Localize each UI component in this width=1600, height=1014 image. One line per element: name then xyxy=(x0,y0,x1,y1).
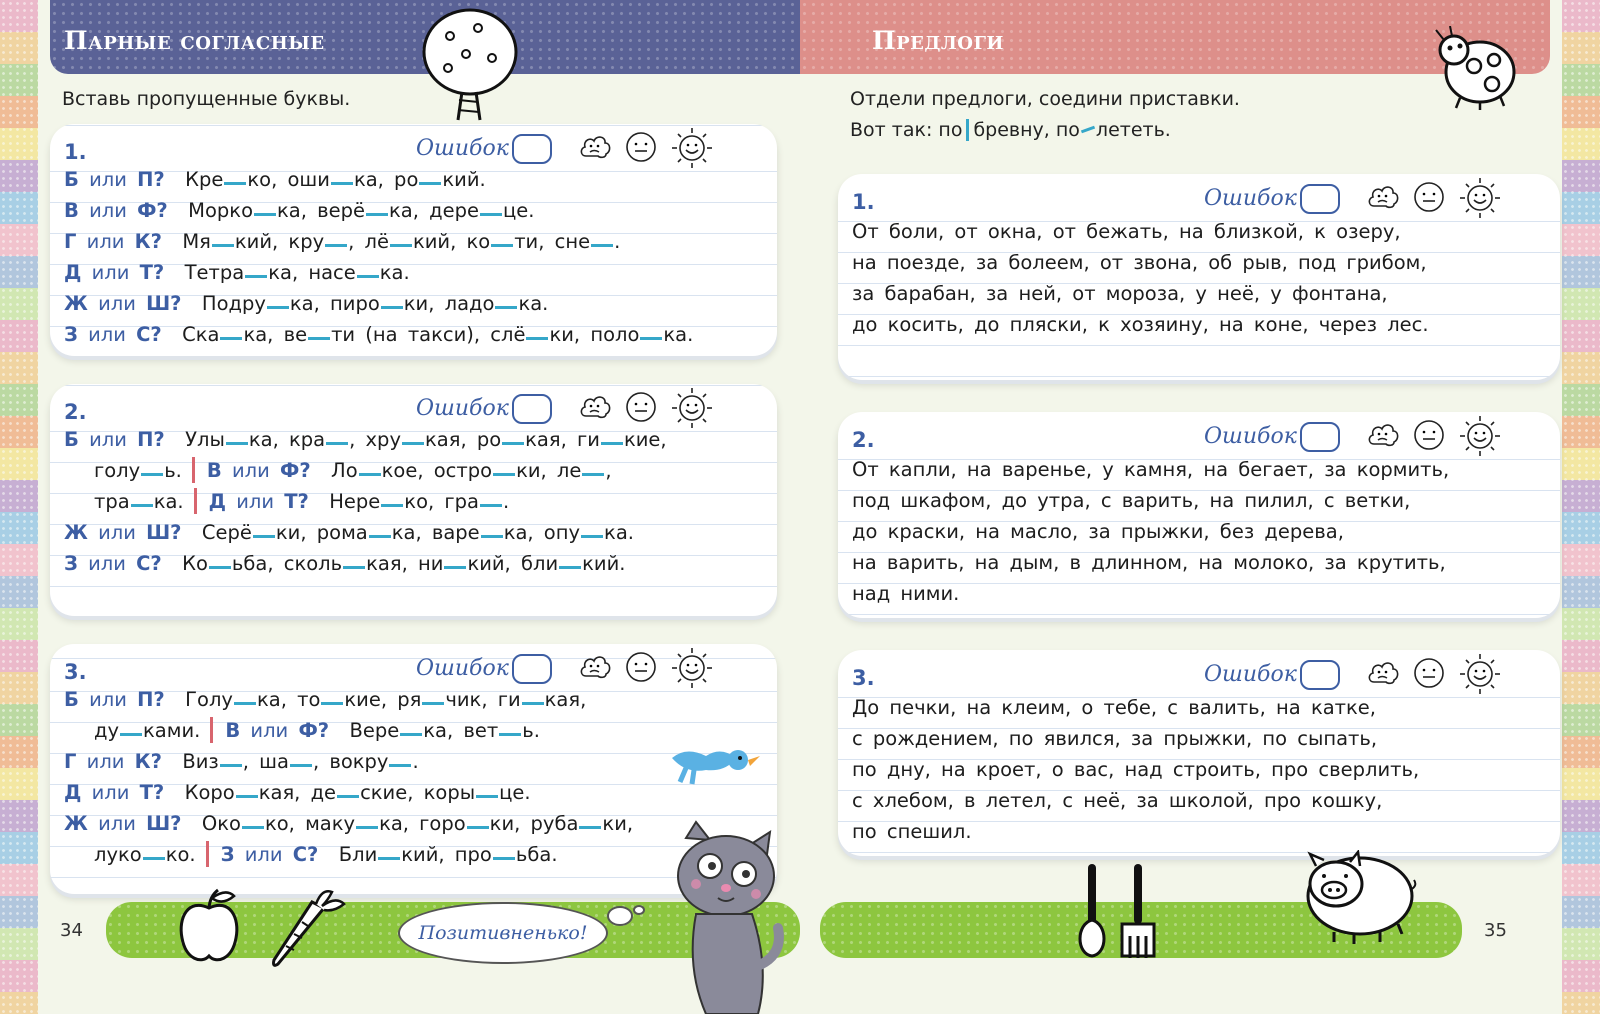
exercise-line: Д или Т? Тетра ка, насе ка. xyxy=(64,261,410,284)
blank-gap[interactable] xyxy=(402,442,424,445)
blank-gap[interactable] xyxy=(481,535,503,538)
cloud-face-icon xyxy=(1366,656,1400,690)
exercise-line: ду ками. В или Ф? Вере ка, вет ь. xyxy=(94,719,540,742)
errors-count-box[interactable] xyxy=(512,654,552,684)
blank-gap[interactable] xyxy=(390,244,412,247)
task-lines xyxy=(64,424,763,579)
blank-gap[interactable] xyxy=(476,795,498,798)
page-number: 35 xyxy=(1484,920,1507,941)
page-title: Парные согласные xyxy=(64,26,325,55)
exercise-line: луко ко. З или С? Бли кий, про ьба. xyxy=(94,843,558,866)
blank-gap[interactable] xyxy=(359,473,381,476)
neutral-face-icon xyxy=(1412,418,1446,452)
exercise-line: на поезде, за болеем, от звона, об рыв, под грибом, xyxy=(852,251,1427,274)
page-number: 34 xyxy=(60,920,83,941)
task-lines xyxy=(64,684,763,870)
fork-spoon-doodle-icon xyxy=(1072,864,1176,968)
exercise-line: по дну, на кроет, о вас, над строить, про сверлить, xyxy=(852,758,1420,781)
exercise-line: От боли, от окна, от бежать, на близкой, к озеру, xyxy=(852,220,1401,243)
task-card-2 xyxy=(838,412,1560,618)
blank-gap[interactable] xyxy=(290,764,312,767)
blank-gap[interactable] xyxy=(220,337,242,340)
blank-gap[interactable] xyxy=(369,535,391,538)
blank-gap[interactable] xyxy=(209,566,231,569)
exercise-line: за барабан, за ней, от мороза, у неё, у фонтана, xyxy=(852,282,1388,305)
errors-label: Ошибок xyxy=(416,136,509,161)
exercise-line: Д или Т? Коро кая, де ские, коры це. xyxy=(64,781,531,804)
blank-gap[interactable] xyxy=(579,826,601,829)
errors-count-box[interactable] xyxy=(1300,660,1340,690)
exercise-line: с хлебом, в летел, с неё, за школой, про кошку, xyxy=(852,789,1383,812)
errors-label: Ошибок xyxy=(1204,186,1297,211)
sun-smile-icon xyxy=(1458,652,1502,696)
blank-gap[interactable] xyxy=(582,473,604,476)
blank-gap[interactable] xyxy=(120,733,142,736)
blank-gap[interactable] xyxy=(356,826,378,829)
pig-doodle-icon xyxy=(1294,850,1420,946)
exercise-line: Б или П? Кре ко, оши ка, ро кий. xyxy=(64,168,486,191)
sun-smile-icon xyxy=(1458,176,1502,220)
thought-bubble-dots-icon xyxy=(606,902,646,928)
blank-gap[interactable] xyxy=(267,306,289,309)
blank-gap[interactable] xyxy=(143,857,165,860)
exercise-line: на варить, на дым, в длинном, на молоко, за крутить, xyxy=(852,551,1446,574)
errors-label: Ошибок xyxy=(1204,424,1297,449)
exercise-line: В или Ф? Морко ка, верё ка, дере це. xyxy=(64,199,535,222)
separator-bar xyxy=(194,488,197,514)
task-number: 3. xyxy=(64,660,87,684)
exercise-line: голу ь. В или Ф? Ло кое, остро ки, ле , xyxy=(94,459,612,482)
separator-bar xyxy=(210,717,213,743)
blank-gap[interactable] xyxy=(491,244,513,247)
separator-bar xyxy=(192,457,195,483)
left-decorative-stripes xyxy=(0,0,38,1014)
task-number: 1. xyxy=(64,140,87,164)
exercise-line: От капли, на варенье, у камня, на бегает, за кормить, xyxy=(852,458,1450,481)
exercise-line: под шкафом, до утра, с варить, на пилил, с ветки, xyxy=(852,489,1411,512)
exercise-line: Ж или Ш? Серё ки, рома ка, варе ка, опу ка. xyxy=(64,521,634,544)
blank-gap[interactable] xyxy=(422,702,444,705)
bird-doodle-icon xyxy=(666,742,762,786)
task-number: 1. xyxy=(852,190,875,214)
blank-gap[interactable] xyxy=(601,442,623,445)
blank-gap[interactable] xyxy=(389,764,411,767)
errors-label: Ошибок xyxy=(416,396,509,421)
task-number: 3. xyxy=(852,666,875,690)
blank-gap[interactable] xyxy=(495,306,517,309)
task-card-1 xyxy=(50,124,777,356)
instruction-text: Вставь пропущенные буквы. xyxy=(62,88,351,110)
exercise-line: Б или П? Голу ка, то кие, ря чик, ги кая, xyxy=(64,688,587,711)
join-mark xyxy=(1081,126,1095,134)
page-title: Предлоги xyxy=(872,26,1004,55)
errors-label: Ошибок xyxy=(1204,662,1297,687)
errors-count-box[interactable] xyxy=(1300,184,1340,214)
blank-gap[interactable] xyxy=(493,473,515,476)
blank-gap[interactable] xyxy=(480,213,502,216)
neutral-face-icon xyxy=(1412,180,1446,214)
cloud-face-icon xyxy=(578,390,612,424)
blank-gap[interactable] xyxy=(559,566,581,569)
errors-count-box[interactable] xyxy=(1300,422,1340,452)
exercise-line: Г или К? Виз , ша , вокру . xyxy=(64,750,419,773)
blank-gap[interactable] xyxy=(131,504,153,507)
blank-gap[interactable] xyxy=(321,702,343,705)
blank-gap[interactable] xyxy=(591,244,613,247)
exercise-line: тра ка. Д или Т? Нере ко, гра . xyxy=(94,490,510,513)
neutral-face-icon xyxy=(624,130,658,164)
blank-gap[interactable] xyxy=(253,535,275,538)
blank-gap[interactable] xyxy=(526,337,548,340)
example-line: Вот так: по бревну, по лететь. xyxy=(850,119,1171,141)
exercise-line: над ними. xyxy=(852,582,960,605)
task-number: 2. xyxy=(64,400,87,424)
blank-gap[interactable] xyxy=(444,566,466,569)
carrot-doodle-icon xyxy=(266,886,348,970)
blank-gap[interactable] xyxy=(493,857,515,860)
ladybug-doodle-icon xyxy=(1430,26,1522,110)
task-card-3 xyxy=(838,650,1560,856)
blank-gap[interactable] xyxy=(357,275,379,278)
exercise-line: Ж или Ш? Око ко, маку ка, горо ки, руба ки, xyxy=(64,812,634,835)
blank-gap[interactable] xyxy=(254,213,276,216)
cloud-face-icon xyxy=(578,130,612,164)
blank-gap[interactable] xyxy=(308,337,330,340)
task-lines xyxy=(852,216,1546,340)
tree-doodle-icon xyxy=(418,6,523,124)
exercise-line: До печки, на клеим, о тебе, с валить, на катке, xyxy=(852,696,1377,719)
blank-gap[interactable] xyxy=(220,764,242,767)
exercise-line: по спешил. xyxy=(852,820,972,843)
blank-gap[interactable] xyxy=(326,442,348,445)
sun-smile-icon xyxy=(1458,414,1502,458)
blank-gap[interactable] xyxy=(378,857,400,860)
exercise-line: до косить, до пляски, к хозяину, на коне, через лес. xyxy=(852,313,1429,336)
blank-gap[interactable] xyxy=(236,795,258,798)
blank-gap[interactable] xyxy=(480,504,502,507)
blank-gap[interactable] xyxy=(467,826,489,829)
blank-gap[interactable] xyxy=(141,473,163,476)
exercise-line: З или С? Ска ка, ве ти (на такси), слё ки, поло ка. xyxy=(64,323,694,346)
blank-gap[interactable] xyxy=(245,275,267,278)
task-lines xyxy=(852,692,1546,847)
blank-gap[interactable] xyxy=(224,182,246,185)
cloud-face-icon xyxy=(578,650,612,684)
blank-gap[interactable] xyxy=(337,795,359,798)
exercise-line: до краски, на масло, за прыжки, без дерева, xyxy=(852,520,1344,543)
blank-gap[interactable] xyxy=(400,733,422,736)
left-page xyxy=(38,0,800,1014)
blank-gap[interactable] xyxy=(499,733,521,736)
blank-gap[interactable] xyxy=(242,826,264,829)
blank-gap[interactable] xyxy=(640,337,662,340)
right-page xyxy=(800,0,1562,1014)
task-lines xyxy=(64,164,763,350)
apple-doodle-icon xyxy=(176,888,242,968)
exercise-line: Ж или Ш? Подру ка, пиро ки, ладо ка. xyxy=(64,292,549,315)
exercise-line: Г или К? Мя кий, кру , лё кий, ко ти, сне . xyxy=(64,230,621,253)
separator-bar xyxy=(206,841,209,867)
blank-gap[interactable] xyxy=(581,535,603,538)
neutral-face-icon xyxy=(624,650,658,684)
blank-gap[interactable] xyxy=(381,504,403,507)
slogan-bubble: Позитивненько! xyxy=(398,902,608,964)
cloud-face-icon xyxy=(1366,180,1400,214)
instruction-text xyxy=(850,84,1240,146)
blank-gap[interactable] xyxy=(331,182,353,185)
blank-gap[interactable] xyxy=(502,442,524,445)
exercise-line: З или С? Ко ьба, сколь кая, ни кий, бли кий. xyxy=(64,552,626,575)
task-card-2 xyxy=(50,384,777,616)
blank-gap[interactable] xyxy=(325,244,347,247)
errors-count-box[interactable] xyxy=(512,134,552,164)
blank-gap[interactable] xyxy=(226,442,248,445)
blank-gap[interactable] xyxy=(234,702,256,705)
blank-gap[interactable] xyxy=(212,244,234,247)
exercise-line: с рождением, по явился, за прыжки, по сыпать, xyxy=(852,727,1378,750)
blank-gap[interactable] xyxy=(419,182,441,185)
blank-gap[interactable] xyxy=(366,213,388,216)
task-number: 2. xyxy=(852,428,875,452)
blank-gap[interactable] xyxy=(343,566,365,569)
neutral-face-icon xyxy=(624,390,658,424)
cat-doodle-icon xyxy=(666,818,784,1014)
separator-mark xyxy=(966,119,969,141)
task-lines xyxy=(852,454,1546,609)
right-decorative-stripes xyxy=(1562,0,1600,1014)
blank-gap[interactable] xyxy=(522,702,544,705)
exercise-line: Б или П? Улы ка, кра , хру кая, ро кая, ги кие, xyxy=(64,428,667,451)
errors-label: Ошибок xyxy=(416,656,509,681)
errors-count-box[interactable] xyxy=(512,394,552,424)
blank-gap[interactable] xyxy=(381,306,403,309)
neutral-face-icon xyxy=(1412,656,1446,690)
cloud-face-icon xyxy=(1366,418,1400,452)
task-card-1 xyxy=(838,174,1560,380)
instruction-line: Отдели предлоги, соедини приставки. xyxy=(850,88,1240,110)
